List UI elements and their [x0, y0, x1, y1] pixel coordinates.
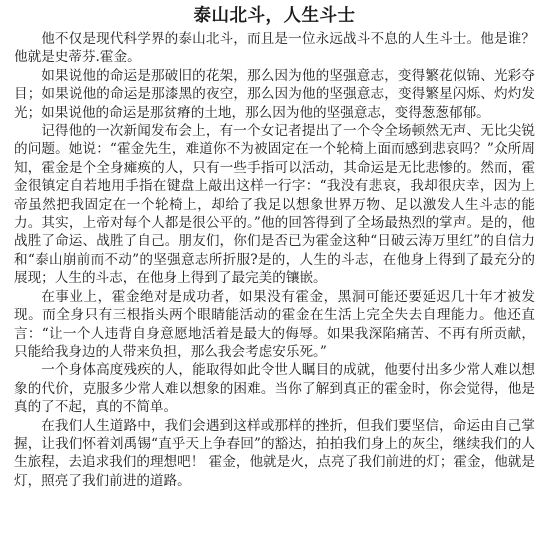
- paragraph-intro: 他不仅是现代科学界的泰山北斗，而且是一位永远战斗不息的人生斗士。他是谁？他就是史蒂芬.霍金。: [14, 31, 535, 66]
- paragraph-achievement: 一个身体高度残疾的人，能取得如此令世人瞩目的成就，他要付出多少常人难以想象的代价，克服多少常人难以想象的困难。当你了解到真正的霍金时，你会觉得，他是真的了不起，真的不简单。: [14, 362, 535, 416]
- paragraph-press-conference: 记得他的一次新闻发布会上，有一个女记者提出了一个令全场顿然无声、无比尖锐的问题。她说：“霍金先生，难道你不为被固定在一个轮椅上面而感到悲哀吗？”众所周知，霍金是个全身瘫痪的人，只有一些手指可以活动，其命运是无比悲惨的。然而，霍金很镇定自若地用手指在键盘上敲出这样一行字：“我没有悲哀，我却很庆幸，因为上帝虽然把我固定在一个轮椅上，却给了我足以想象世界万物、足以激发人生斗志的能力。其实，上帝对每个人都是很公平的。”他的回答得到了全场最热烈的掌声。是的，他战胜了命运、战胜了自己。朋友们，你们是否已为霍金这种“日破云涛万里红”的自信力和“泰山崩前而不动”的坚强意志所折服?是的，人生的斗志，在他身上得到了最充分的展现；人生的斗志，在他身上得到了最完美的镶嵌。: [14, 123, 535, 287]
- document-title: 泰山北斗，人生斗士: [193, 6, 356, 26]
- paragraph-conclusion: 在我们人生道路中，我们会遇到这样或那样的挫折，但我们要坚信，命运由自己掌握，让我们怀着刘禹锡“直乎天上争春回”的豁达，拍拍我们身上的灰尘，继续我们的人生旅程，去追求我们的理想吧！ 霍金，他就是火，点亮了我们前进的灯；霍金，他就是灯，照亮了我们前进的道路。: [14, 417, 535, 489]
- paragraph-career: 在事业上，霍金绝对是成功者，如果没有霍金，黑洞可能还要延迟几十年才被发现。而全身只有三根指头两个眼睛能活动的霍金在生活上完全失去自理能力。他还直言：“让一个人违背自身意愿地活着是最大的侮辱。如果我深陷痛苦、不再有所贡献，只能给我身边的人带来负担，那么我会考虑安乐死。”: [14, 288, 535, 360]
- paragraph-destiny: 如果说他的命运是那破旧的花架，那么因为他的坚强意志，变得繁花似锦、光彩夺目；如果说他的命运是那漆黑的夜空，那么因为他的坚强意志，变得繁星闪烁、灼灼发光；如果说他的命运是那贫瘠的土地，那么因为他的坚强意志，变得葱葱郁郁。: [14, 67, 535, 121]
